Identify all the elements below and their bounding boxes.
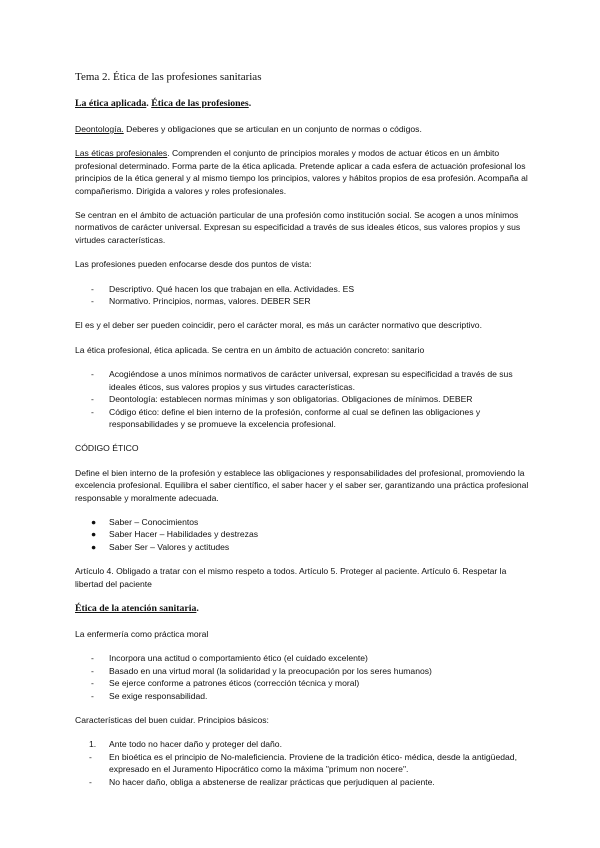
list-etica-profesional [75, 368, 530, 430]
paragraph-etica-profesional: La ética profesional, ética aplicada. Se centra en un ámbito de actuación concreto: sanitario [75, 344, 425, 355]
dash-marker: - [91, 296, 94, 307]
list-item-text: Normativo. Principios, normas, valores. DEBER SER [109, 296, 311, 307]
list-principios [75, 738, 530, 788]
dash-marker: - [91, 678, 94, 689]
list-saber [75, 516, 530, 553]
list-item-text: Se ejerce conforme a patrones éticos (corrección técnica y moral) [109, 678, 360, 689]
heading-part-a: La ética aplicada [75, 98, 147, 109]
dash-marker: - [91, 665, 94, 676]
bullet-marker: ● [91, 516, 97, 527]
dash-marker: - [91, 653, 94, 664]
list-item [75, 677, 530, 689]
list-item [75, 776, 530, 788]
paragraph-enfocarse: Las profesiones pueden enfocarse desde dos puntos de vista: [75, 259, 312, 270]
heading-part-a: Ética de la atención sanitaria [75, 602, 197, 614]
dash-marker: - [91, 369, 94, 380]
paragraph-deontologia [75, 123, 530, 135]
list-item-text: Saber Ser – Valores y actitudes [109, 541, 230, 552]
list-item [75, 368, 530, 393]
dash-marker: - [91, 406, 94, 417]
list-item-text: No hacer daño, obliga a abstenerse de realizar prácticas que perjudiquen al paciente. [109, 776, 435, 787]
dash-marker: - [91, 283, 94, 294]
list-item-text: Acogiéndose a unos mínimos normativos de carácter universal, expresan su especificidad a través de sus ideales éticos, sus valores propios y sus virtudes características. [109, 369, 513, 392]
paragraph-caracteristicas: Características del buen cuidar. Principios básicos: [75, 715, 269, 725]
list-item [75, 528, 530, 540]
list-item-text: Saber – Conocimientos [109, 516, 199, 527]
list-marker: - [89, 776, 92, 787]
list-item [75, 665, 530, 677]
list-item [75, 751, 530, 776]
list-item-text: Código ético: define el bien interno de la profesión, conforme al cual se definen las obligaciones y responsabilidades y se promueve la excelencia profesional. [109, 406, 481, 429]
list-item [75, 406, 530, 431]
list-item-text: Basado en una virtud moral (la solidaridad y la preocupación por los seres humanos) [109, 665, 432, 676]
heading-part-b: Ética de las profesiones [151, 98, 249, 109]
heading-separator: . [146, 98, 152, 109]
list-item-text: Saber Hacer – Habilidades y destrezas [109, 529, 259, 540]
bullet-marker: ● [91, 529, 97, 540]
section-heading-atencion-sanitaria [75, 602, 530, 615]
term-deontologia: Deontología. [75, 124, 124, 134]
list-item [75, 541, 530, 553]
paragraph-articulos: Artículo 4. Obligado a tratar con el mismo respeto a todos. Artículo 5. Proteger al paciente. Artículo 6. Respetar la libertad del paciente [75, 566, 507, 589]
list-item-text: Incorpora una actitud o comportamiento ético (el cuidado excelente) [109, 653, 368, 664]
document-title: Tema 2. Ética de las profesiones sanitarias [75, 71, 262, 83]
list-item-text: Deontología: establecen normas mínimas y son obligatorias. Obligaciones de mínimos. DEBER [109, 394, 473, 405]
heading-end: . [248, 98, 252, 109]
list-item [75, 738, 530, 750]
list-item [75, 690, 530, 702]
eticas-profesionales-text: . Comprenden el conjunto de principios morales y modos de actuar éticos en un ámbito profesional determinado. Forma parte de la ética aplicada. Pretende aplicar a cada esfera de actuación profesional los principios de la ética general y al mismo tiempo los principios, valores y hábitos propios de esa profesión. Acompaña al compañerismo. Dirigida a valores y roles profesionales. [75, 148, 528, 196]
paragraph-eticas-profesionales [75, 147, 530, 197]
deontologia-text: Deberes y obligaciones que se articulan en un conjunto de normas o códigos. [123, 124, 422, 134]
list-item [75, 652, 530, 664]
list-item-text: En bioética es el principio de No-maleficiencia. Proviene de la tradición ético- médica, desde la antigüedad, expresado en el Juramento Hipocrático como la máxima "primum non nocere". [109, 751, 517, 775]
section-heading-etica-aplicada [75, 97, 530, 110]
list-marker: 1. [89, 739, 97, 750]
codigo-etico-heading: CÓDIGO ÉTICO [75, 443, 139, 454]
list-enfermeria [75, 652, 530, 702]
paragraph-centran: Se centran en el ámbito de actuación particular de una profesión como institución social. Se acogen a unos mínimos normativos de carácter universal. Expresan su especificidad a través de sus ideales éticos, sus valores propios y sus virtudes características. [75, 210, 521, 245]
list-item [75, 295, 530, 307]
paragraph-enfermeria: La enfermería como práctica moral [75, 628, 209, 639]
paragraph-define: Define el bien interno de la profesión y establece las obligaciones y responsabilidades del profesional, promoviendo la excelencia profesional. Equilibra el saber científico, el saber hacer y el saber ser, garantizando una práctica profesional responsable y moralmente adecuada. [75, 467, 529, 503]
list-item [75, 283, 530, 295]
list-item-text: Descriptivo. Qué hacen los que trabajan en ella. Actividades. ES [109, 283, 355, 294]
bullet-marker: ● [91, 541, 97, 552]
term-eticas-profesionales: Las éticas profesionales [75, 148, 168, 159]
document-page [75, 70, 530, 800]
dash-marker: - [91, 394, 94, 405]
list-enfoques [75, 283, 530, 308]
list-item [75, 393, 530, 405]
list-marker: - [89, 751, 92, 762]
list-item-text: Se exige responsabilidad. [109, 690, 208, 701]
list-item-text: Ante todo no hacer daño y proteger del daño. [109, 739, 282, 750]
paragraph-es-deber: El es y el deber ser pueden coincidir, pero el carácter moral, es más un carácter normativo que descriptivo. [75, 320, 482, 331]
heading-end: . [196, 602, 199, 614]
list-item [75, 516, 530, 528]
dash-marker: - [91, 690, 94, 701]
